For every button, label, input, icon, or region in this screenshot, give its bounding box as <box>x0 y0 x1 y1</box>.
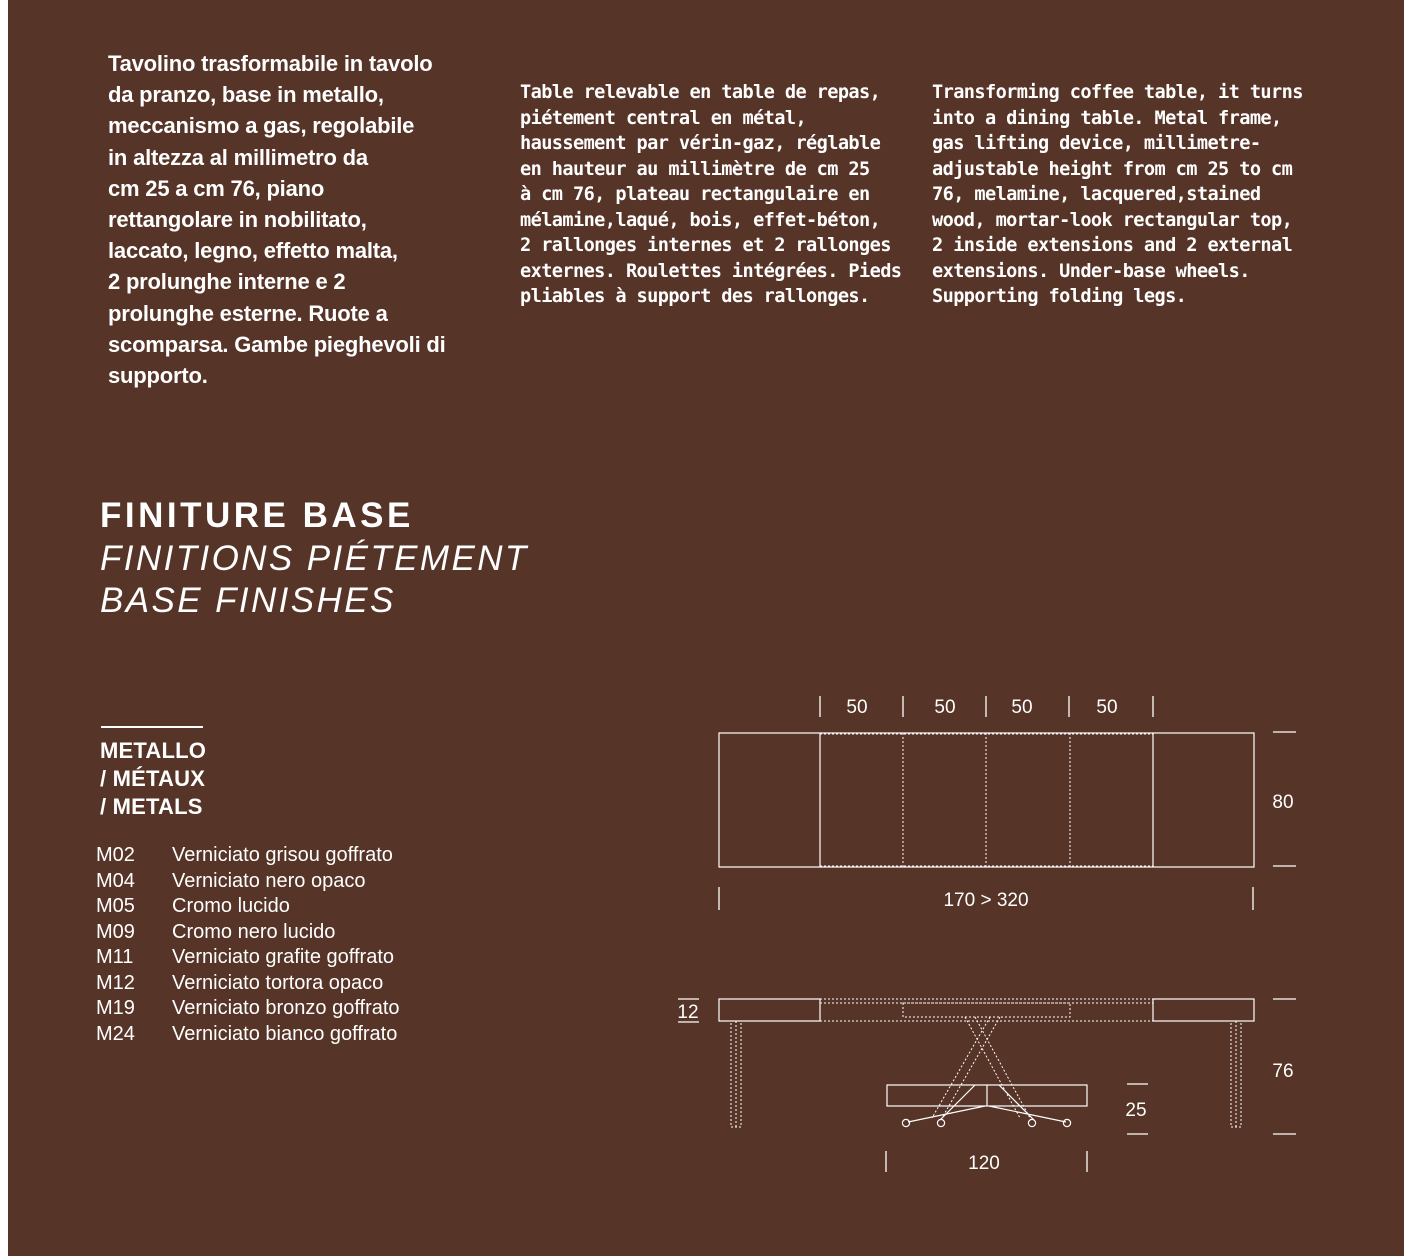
dim-base-width: 120 <box>968 1153 1000 1174</box>
finish-code: M04 <box>96 869 135 892</box>
description-english: Transforming coffee table, it turns into a dining table. Metal frame, gas lifting device, millimetre- adjustable height from cm 25 to cm 76, melamine, lacquered,stained wood, mortar-look rectangular top, 2 inside extensions and 2 external extensions. Under-base wheels. Supporting folding legs. <box>932 82 1303 307</box>
description-italian: Tavolino trasformabile in tavolo da pranzo, base in metallo, meccanismo a gas, regolabile in altezza al millimetro da cm 25 a cm 76, piano rettangolare in nobilitato, laccato, legno, effetto malta, 2 prolunghe interne e 2 prolunghe esterne. Ruote a scomparsa. Gambe pieghevoli di supporto. <box>108 51 446 389</box>
heading-english: BASE FINISHES <box>100 581 396 620</box>
finish-code: M05 <box>96 895 135 917</box>
heading-french: FINITIONS PIÉTEMENT <box>100 539 529 578</box>
finish-code: M24 <box>96 1022 135 1045</box>
finish-code: M19 <box>96 997 135 1019</box>
dim-max-height: 76 <box>1272 1061 1294 1082</box>
finish-name: Verniciato bianco goffrato <box>172 1022 398 1045</box>
elevation-view <box>678 999 1296 1172</box>
finish-code: M11 <box>96 946 134 968</box>
finish-name: Verniciato bronzo goffrato <box>172 997 400 1019</box>
plan-view <box>719 696 1296 910</box>
finish-name: Verniciato tortora opaco <box>172 971 384 994</box>
finish-name: Verniciato grisou goffrato <box>172 844 393 866</box>
finish-name: Cromo lucido <box>172 895 290 917</box>
finish-code: M09 <box>96 920 135 943</box>
dim-extension-4: 50 <box>1096 697 1118 718</box>
dim-extension-2: 50 <box>934 697 956 718</box>
tabletop-side-left <box>719 999 820 1021</box>
category-english: / METALS <box>100 794 203 819</box>
dim-top-thickness: 12 <box>677 1002 699 1023</box>
category-french: / MÉTAUX <box>100 766 206 791</box>
dim-min-height: 25 <box>1125 1100 1147 1121</box>
heading-italian: FINITURE BASE <box>100 496 414 535</box>
dim-extension-1: 50 <box>846 697 868 718</box>
description-french: Table relevable en table de repas, piétement central en métal, haussement par vérin-gaz, réglable en hauteur au millimètre de cm 25 à cm 76, plateau rectangulaire en mélamine,laqué, bois, effet-béton, 2 rallonges internes et 2 rallonges externes. Roulettes intégrées. Pieds pliables à support des rallonges. <box>520 82 902 307</box>
finish-name: Verniciato grafite goffrato <box>172 946 394 968</box>
finish-code: M02 <box>96 844 135 866</box>
dim-length-range: 170 > 320 <box>943 890 1029 911</box>
dim-extension-3: 50 <box>1011 697 1033 718</box>
tabletop-side-right <box>1153 999 1254 1021</box>
category-italian: METALLO <box>100 738 207 763</box>
dim-depth: 80 <box>1272 792 1294 813</box>
finish-name: Verniciato nero opaco <box>172 869 366 892</box>
finish-code: M12 <box>96 971 135 994</box>
finish-name: Cromo nero lucido <box>172 920 336 943</box>
